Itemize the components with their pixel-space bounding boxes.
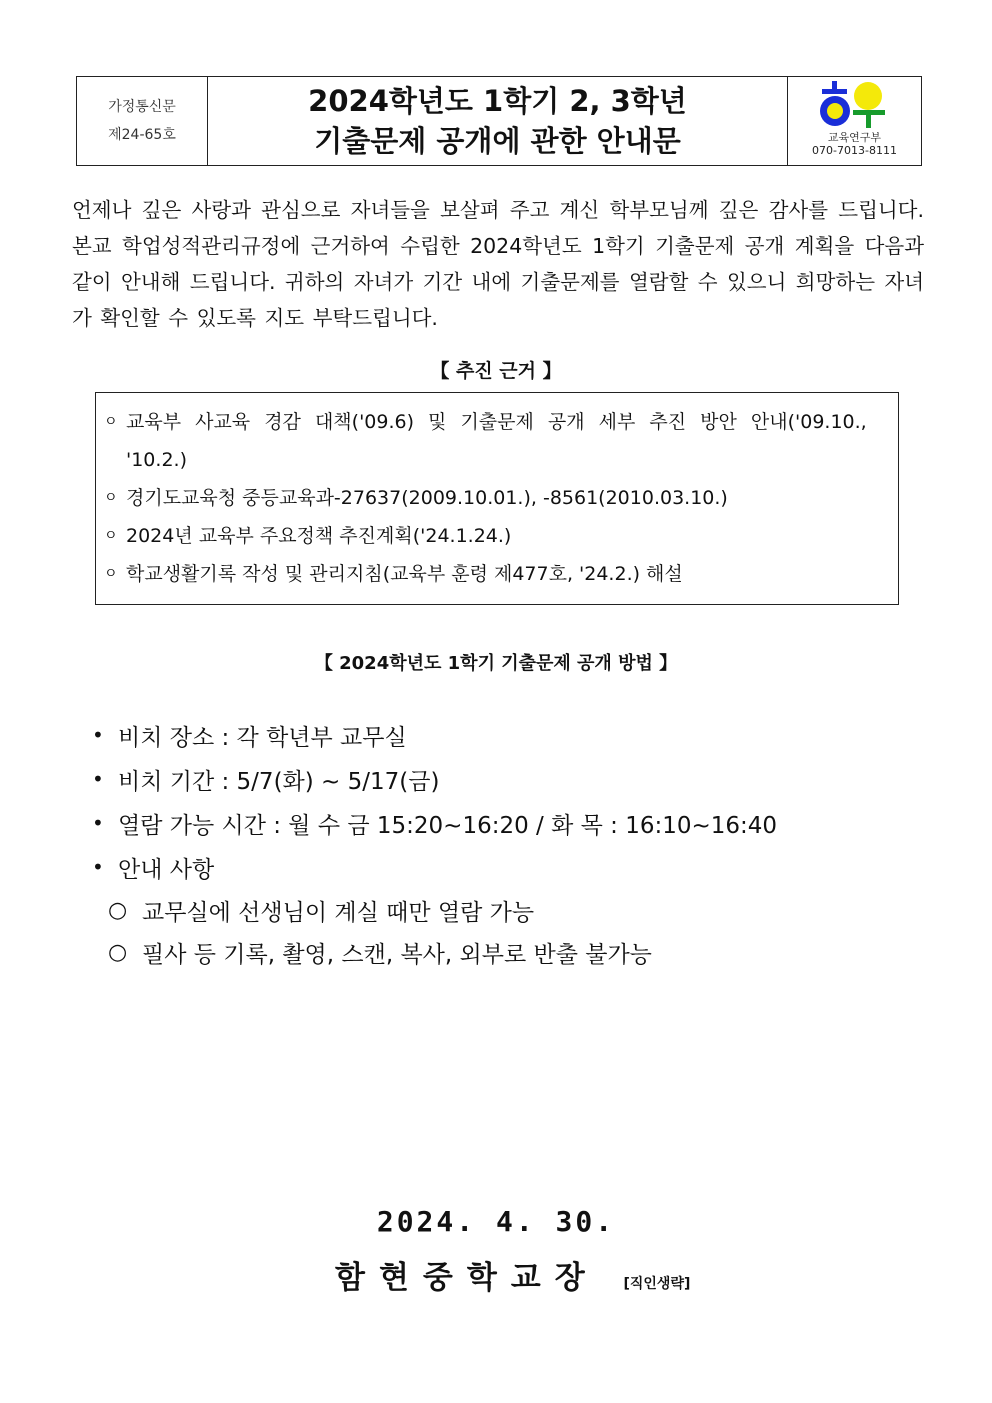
method-list bbox=[92, 713, 777, 973]
intro-paragraph: 언제나 깊은 사랑과 관심으로 자녀들을 보살펴 주고 계신 학부모님께 깊은 감사를 드립니다. 본교 학업성적관리규정에 근거하여 수립한 2024학년도 1학기 기출문제 공개 계획을 다음과 같이 안내해 드립니다. 귀하의 자녀가 기간 내에 기출문제를 열람할 수 있으니 희망하는 자녀가 확인할 수 있도록 지도 부탁드립니다. bbox=[72, 198, 924, 330]
signer-block bbox=[335, 1252, 690, 1297]
basis-title: 【 추진 근거 】 bbox=[430, 360, 562, 382]
basis-item-text: 학교생활기록 작성 및 관리지침(교육부 훈령 제477호, '24.2.) 해설 bbox=[126, 563, 683, 585]
basis-item-text: 교육부 사교육 경감 대책('09.6) 및 기출문제 공개 세부 추진 방안 안내('09.10., '10.2.) bbox=[126, 411, 867, 471]
method-bullet: • bbox=[92, 811, 104, 835]
doc-number: 제24-65호 bbox=[108, 127, 176, 143]
method-bullet: • bbox=[92, 855, 104, 879]
basis-box bbox=[95, 392, 899, 605]
method-item bbox=[92, 757, 777, 801]
basis-bullet: ㅇ bbox=[104, 414, 118, 430]
school-logo-icon bbox=[818, 81, 892, 131]
dept-phone: 070-7013-8111 bbox=[812, 144, 897, 157]
basis-item bbox=[104, 403, 892, 479]
signer-name: 함현중학교장 bbox=[335, 1260, 599, 1296]
method-title: 【 2024학년도 1학기 기출문제 공개 방법 】 bbox=[314, 653, 678, 674]
note-bullet: ○ bbox=[108, 897, 128, 923]
doc-type: 가정통신문 bbox=[108, 99, 176, 115]
note-item bbox=[92, 931, 777, 973]
basis-bullet: ㅇ bbox=[104, 490, 118, 506]
basis-item-text: 경기도교육청 중등교육과-27637(2009.10.01.), -8561(2010.03.10.) bbox=[126, 487, 728, 509]
method-bullet: • bbox=[92, 767, 104, 791]
basis-bullet: ㅇ bbox=[104, 566, 118, 582]
method-item bbox=[92, 713, 777, 757]
method-item-text: 열람 가능 시간 : 월 수 금 15:20~16:20 / 화 목 : 16:10~16:40 bbox=[118, 812, 778, 839]
method-item-text: 비치 기간 : 5/7(화) ~ 5/17(금) bbox=[118, 768, 440, 795]
method-item-text: 안내 사항 bbox=[118, 856, 215, 883]
note-item bbox=[92, 889, 777, 931]
header-table bbox=[76, 76, 922, 166]
note-bullet: ○ bbox=[108, 939, 128, 965]
basis-item bbox=[104, 517, 892, 555]
method-item bbox=[92, 845, 777, 889]
title-line-1: 2024학년도 1학기 2, 3학년 bbox=[308, 84, 687, 118]
note-text: 교무실에 선생님이 계실 때만 열람 가능 bbox=[142, 899, 535, 926]
method-item-text: 비치 장소 : 각 학년부 교무실 bbox=[118, 724, 407, 751]
method-bullet: • bbox=[92, 723, 104, 747]
dept-name: 교육연구부 bbox=[827, 131, 882, 144]
title-cell bbox=[208, 77, 787, 165]
basis-item-text: 2024년 교육부 주요정책 추진계획('24.1.24.) bbox=[126, 525, 512, 547]
basis-bullet: ㅇ bbox=[104, 528, 118, 544]
note-text: 필사 등 기록, 촬영, 스캔, 복사, 외부로 반출 불가능 bbox=[142, 941, 652, 968]
basis-item bbox=[104, 555, 892, 593]
logo-cell bbox=[787, 77, 921, 165]
doc-info-cell bbox=[77, 77, 208, 165]
title-line-2: 기출문제 공개에 관한 안내문 bbox=[314, 124, 681, 158]
method-item bbox=[92, 801, 777, 845]
seal-note: [직인생략] bbox=[623, 1276, 691, 1292]
issue-date: 2024. 4. 30. bbox=[376, 1205, 616, 1238]
basis-item bbox=[104, 479, 892, 517]
